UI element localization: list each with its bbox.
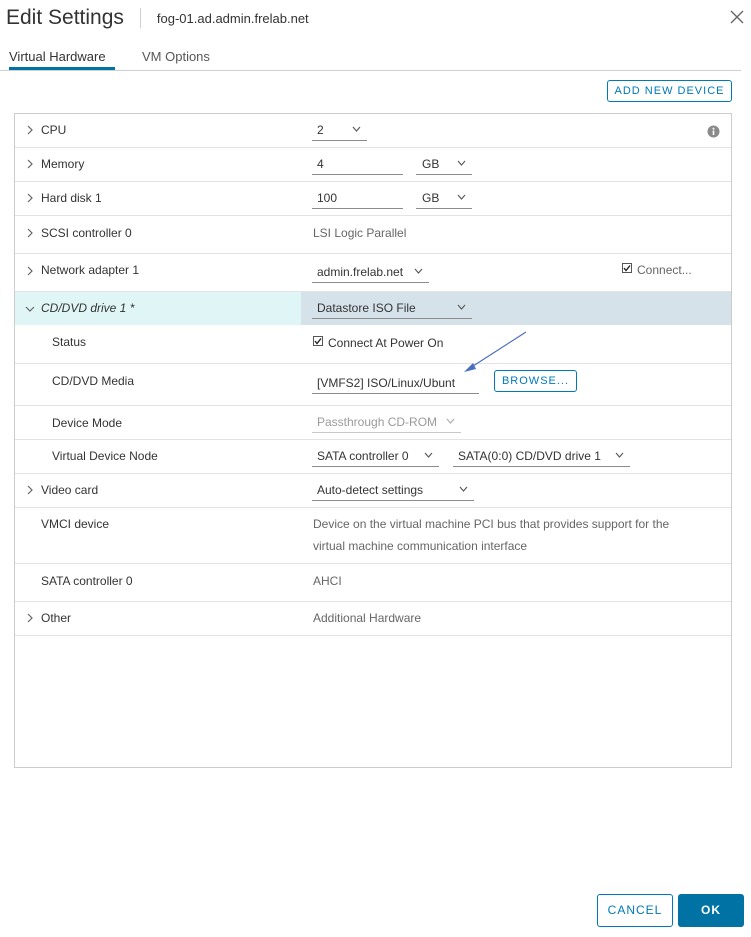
memory-value: 4	[317, 157, 324, 171]
other-value: Additional Hardware	[313, 611, 422, 625]
row-video-card	[15, 474, 731, 508]
device-mode-value: Passthrough CD-ROM	[317, 415, 438, 429]
chevron-right-icon[interactable]	[25, 613, 35, 623]
chevron-right-icon[interactable]	[25, 125, 35, 135]
row-cpu	[15, 114, 731, 148]
row-hard-disk	[15, 182, 731, 216]
hard-disk-label: Hard disk 1	[41, 191, 102, 205]
network-connect-checkbox[interactable]	[622, 263, 632, 273]
row-virtual-device-node	[15, 440, 731, 474]
row-cdrom	[15, 292, 731, 325]
sata-value: AHCI	[313, 574, 342, 588]
vmci-label: VMCI device	[41, 517, 110, 531]
hard-disk-value: 100	[317, 191, 338, 205]
tab-bar	[0, 44, 741, 71]
row-cdrom-media	[15, 364, 731, 406]
chevron-right-icon[interactable]	[25, 159, 35, 169]
row-memory	[15, 148, 731, 182]
hard-disk-unit: GB	[422, 191, 440, 205]
info-icon[interactable]	[707, 125, 720, 138]
status-value: Connect At Power On	[328, 336, 444, 350]
chevron-down-icon	[424, 452, 433, 458]
chevron-right-icon[interactable]	[25, 228, 35, 238]
chevron-down-icon	[446, 418, 455, 424]
network-value: admin.frelab.net	[317, 265, 404, 279]
vm-name: fog-01.ad.admin.frelab.net	[156, 10, 309, 26]
row-other	[15, 602, 731, 636]
sata-label: SATA controller 0	[41, 574, 133, 588]
media-path-value: [VMFS2] ISO/Linux/Ubunt	[317, 376, 456, 390]
memory-unit-select[interactable]	[416, 153, 472, 175]
title-divider	[140, 8, 141, 28]
connect-at-power-on-checkbox[interactable]	[313, 336, 323, 346]
annotation-arrow-icon	[460, 328, 532, 374]
vmci-desc-line1: Device on the virtual machine PCI bus that provides support for the	[313, 517, 670, 531]
node-controller-value: SATA controller 0	[317, 449, 409, 463]
tab-virtual-hardware[interactable]: Virtual Hardware	[9, 49, 115, 70]
dialog-title: Edit Settings	[6, 6, 124, 29]
cancel-button[interactable]: CANCEL	[597, 894, 673, 927]
node-slot-select[interactable]	[453, 445, 630, 467]
cpu-value: 2	[317, 123, 324, 137]
video-select[interactable]	[312, 479, 474, 501]
row-network-adapter	[15, 254, 731, 292]
row-cdrom-status	[15, 325, 731, 364]
chevron-down-icon	[615, 452, 624, 458]
vmci-desc-line2: virtual machine communication interface	[313, 539, 528, 553]
row-sata-controller	[15, 564, 731, 602]
cpu-label: CPU	[41, 123, 67, 137]
cdrom-type-select[interactable]	[312, 297, 472, 319]
chevron-right-icon[interactable]	[25, 485, 35, 495]
add-new-device-button[interactable]: ADD NEW DEVICE	[607, 80, 732, 102]
video-value: Auto-detect settings	[317, 483, 424, 497]
row-device-mode	[15, 406, 731, 440]
close-icon[interactable]	[729, 9, 745, 25]
hard-disk-input[interactable]	[312, 187, 403, 209]
cdrom-type-value: Datastore ISO File	[317, 301, 416, 315]
network-connect-label: Connect...	[637, 263, 692, 277]
tab-vm-options[interactable]: VM Options	[142, 49, 210, 64]
browse-button[interactable]: BROWSE...	[494, 370, 577, 392]
row-vmci-device	[15, 508, 731, 564]
video-label: Video card	[41, 483, 99, 497]
network-select[interactable]	[312, 261, 429, 283]
chevron-down-icon	[457, 304, 466, 310]
network-label: Network adapter 1	[41, 263, 140, 277]
memory-label: Memory	[41, 157, 85, 171]
mode-label: Device Mode	[52, 416, 123, 430]
hard-disk-unit-select[interactable]	[416, 187, 472, 209]
scsi-value: LSI Logic Parallel	[313, 226, 407, 240]
cdrom-label: CD/DVD drive 1 *	[41, 301, 135, 315]
status-label: Status	[52, 335, 87, 349]
media-label: CD/DVD Media	[52, 374, 135, 388]
chevron-down-icon[interactable]	[25, 304, 35, 314]
hardware-panel	[14, 113, 732, 768]
chevron-down-icon	[352, 126, 361, 132]
row-scsi-controller	[15, 216, 731, 254]
memory-unit: GB	[422, 157, 440, 171]
scsi-label: SCSI controller 0	[41, 226, 132, 240]
chevron-right-icon[interactable]	[25, 193, 35, 203]
chevron-down-icon	[459, 486, 468, 492]
node-slot-value: SATA(0:0) CD/DVD drive 1	[458, 449, 601, 463]
dialog-header	[6, 4, 309, 32]
node-label: Virtual Device Node	[52, 449, 158, 463]
device-mode-select[interactable]	[312, 411, 461, 433]
memory-input[interactable]	[312, 153, 403, 175]
chevron-down-icon	[457, 194, 466, 200]
chevron-down-icon	[457, 160, 466, 166]
node-controller-select[interactable]	[312, 445, 439, 467]
chevron-right-icon[interactable]	[25, 266, 35, 276]
other-label: Other	[41, 611, 72, 625]
cpu-select[interactable]	[312, 119, 367, 141]
ok-button[interactable]: OK	[678, 894, 744, 927]
media-path-input[interactable]	[312, 372, 479, 394]
chevron-down-icon	[414, 268, 423, 274]
